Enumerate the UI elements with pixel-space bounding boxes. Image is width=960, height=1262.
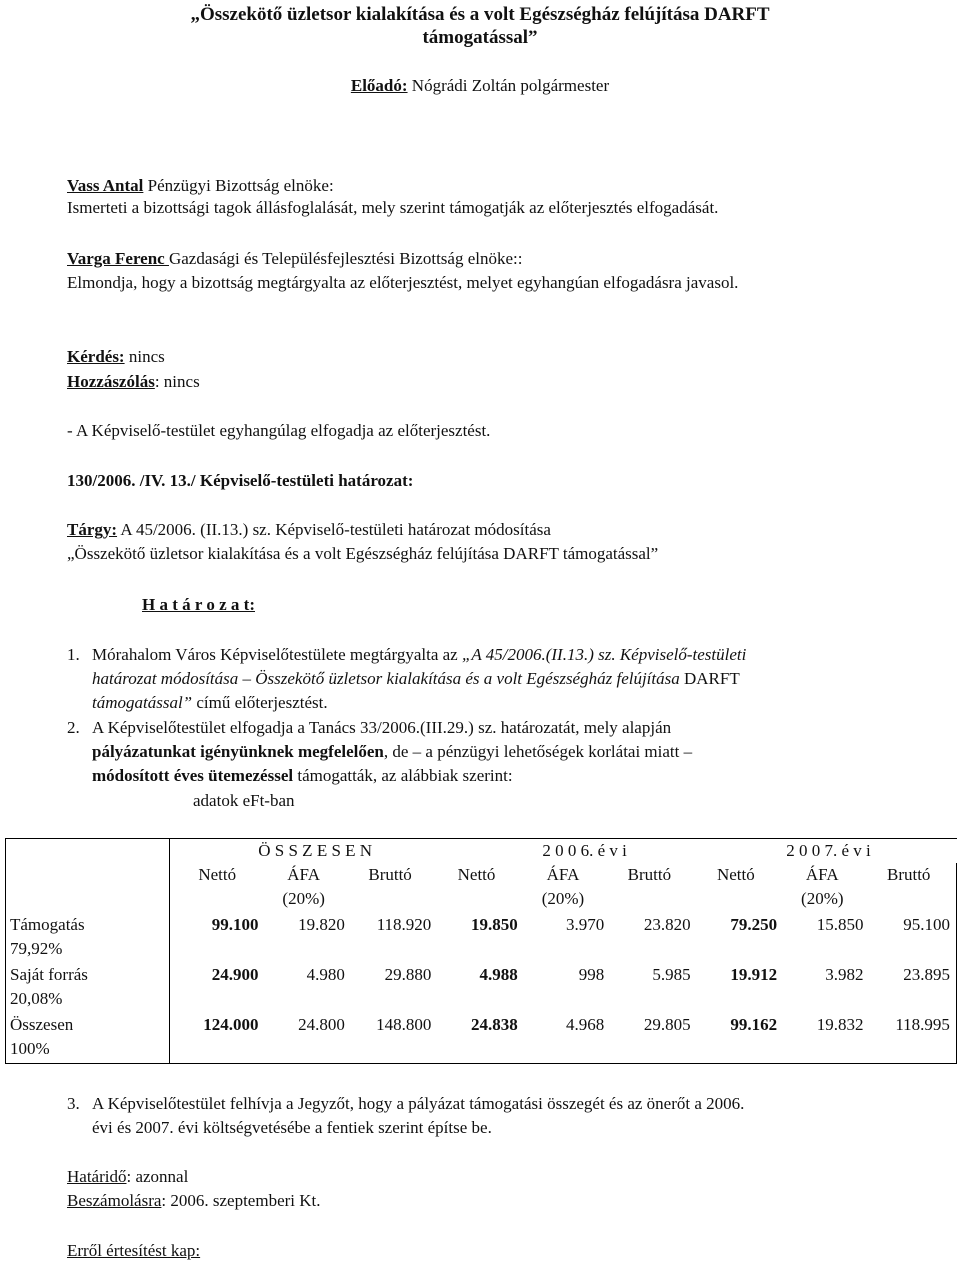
group-header-2006: 2 0 0 6. é v i bbox=[542, 841, 627, 860]
row-label-sajat bbox=[6, 963, 170, 1013]
subheader-brutto-1: Bruttó bbox=[368, 865, 412, 884]
varga-role: Gazdasági és Településfejlesztési Bizottság elnöke:: bbox=[168, 249, 523, 268]
value-cell: 118.920 bbox=[376, 915, 432, 934]
afa-rate-2: (20%) bbox=[541, 889, 585, 908]
value-cell: 24.900 bbox=[211, 965, 259, 984]
value-cell: 23.820 bbox=[643, 915, 691, 934]
row-label-osszesen bbox=[6, 1013, 170, 1064]
p2-line3 bbox=[92, 765, 513, 787]
comment-text: : nincs bbox=[154, 372, 200, 391]
p2-line2 bbox=[92, 741, 692, 763]
funding-table bbox=[5, 838, 957, 1064]
value-cell: 4.980 bbox=[306, 965, 345, 984]
p1-line2-text: határozat módosítása – Összekötő üzletsor kialakítása és a volt Egészségház felújítása bbox=[92, 669, 680, 688]
subheader-brutto-3: Bruttó bbox=[886, 865, 931, 884]
value-cell: 15.850 bbox=[816, 915, 864, 934]
table-row bbox=[6, 963, 957, 1013]
p2-line2-bold: pályázatunkat igényünknek megfelelően bbox=[92, 742, 384, 761]
p1-number: 1. bbox=[67, 645, 80, 664]
p2-line1: A Képviselőtestület elfogadja a Tanács 33/2006.(III.29.) sz. határozatát, mely alapján bbox=[92, 718, 672, 737]
afa-rate-1: (20%) bbox=[282, 889, 325, 908]
p1-line3-text: című előterjesztést. bbox=[192, 693, 328, 712]
varga-name: Varga Ferenc bbox=[67, 249, 169, 268]
value-cell: 19.850 bbox=[471, 915, 518, 934]
value-cell: 998 bbox=[578, 965, 605, 984]
value-cell: 19.832 bbox=[816, 1015, 864, 1034]
p2-line3-bold: módosított éves ütemezéssel bbox=[92, 766, 294, 785]
p2-number: 2. bbox=[67, 718, 80, 737]
table-corner-cell bbox=[6, 839, 170, 914]
question-label: Kérdés: bbox=[67, 347, 125, 366]
presenter bbox=[0, 75, 960, 97]
row-label-line1: Támogatás bbox=[10, 915, 85, 934]
row-label-line2: 20,08% bbox=[10, 989, 63, 1008]
p1-line3 bbox=[92, 692, 328, 714]
value-cell: 19.912 bbox=[730, 965, 778, 984]
report bbox=[67, 1190, 321, 1212]
value-cell: 23.895 bbox=[903, 965, 950, 984]
value-cell: 95.100 bbox=[903, 915, 950, 934]
subject-label: Tárgy: bbox=[67, 520, 118, 539]
vass-statement: Ismerteti a bizottsági tagok állásfoglalását, mely szerint támogatják az előterjesztés elfogadását. bbox=[67, 198, 719, 217]
table-row bbox=[6, 1013, 957, 1064]
value-cell: 29.805 bbox=[643, 1015, 691, 1034]
report-text: : 2006. szeptemberi Kt. bbox=[161, 1191, 321, 1210]
subheader-afa-3 bbox=[779, 863, 865, 911]
value-cell: 79.250 bbox=[730, 915, 778, 934]
question-text: nincs bbox=[124, 347, 165, 366]
presenter-name: Nógrádi Zoltán polgármester bbox=[407, 76, 610, 95]
vass-heading bbox=[67, 175, 334, 197]
row-label-tamogatas bbox=[6, 913, 170, 963]
p1-line1 bbox=[92, 644, 897, 666]
afa-label-3: ÁFA bbox=[805, 865, 839, 884]
p1-text-b: „A 45/2006.(II.13.) sz. Képviselő-testületi bbox=[461, 645, 747, 664]
units-note: adatok eFt-ban bbox=[193, 791, 295, 810]
value-cell: 124.000 bbox=[203, 1015, 259, 1034]
presenter-label: Előadó: bbox=[350, 76, 408, 95]
varga-heading bbox=[67, 248, 522, 270]
questions bbox=[67, 346, 165, 368]
value-cell: 24.800 bbox=[298, 1015, 345, 1034]
p1-text-a: Mórahalom Város Képviselőtestülete megtárgyalta az bbox=[92, 645, 462, 664]
row-label-line1: Összesen bbox=[10, 1015, 74, 1034]
value-cell: 4.968 bbox=[565, 1015, 605, 1034]
value-cell: 3.982 bbox=[825, 965, 864, 984]
afa-rate-3: (20%) bbox=[801, 889, 844, 908]
p3-number: 3. bbox=[67, 1094, 80, 1113]
afa-label-1: ÁFA bbox=[287, 865, 321, 884]
value-cell: 4.988 bbox=[479, 965, 518, 984]
decision-line: - A Képviselő-testület egyhangúlag elfogadja az előterjesztést. bbox=[67, 421, 491, 440]
subject-text: A 45/2006. (II.13.) sz. Képviselő-testületi határozat módosítása bbox=[117, 520, 551, 539]
value-cell: 99.100 bbox=[211, 915, 259, 934]
row-label-line1: Saját forrás bbox=[10, 965, 88, 984]
p1-line2-end: DARFT bbox=[679, 669, 740, 688]
value-cell: 3.970 bbox=[565, 915, 605, 934]
subheader-netto-2: Nettó bbox=[457, 865, 496, 884]
varga-statement: Elmondja, hogy a bizottság megtárgyalta az előterjesztést, melyet egyhangúan elfogadásra javasol. bbox=[67, 273, 739, 292]
group-header-total bbox=[170, 839, 957, 864]
p2-line3-text: támogatták, az alábbiak szerint: bbox=[293, 766, 513, 785]
comments bbox=[67, 371, 200, 393]
table-header-row bbox=[6, 839, 957, 864]
value-cell: 19.820 bbox=[298, 915, 345, 934]
p1-line3-italic: támogatással” bbox=[92, 693, 193, 712]
report-label: Beszámolásra bbox=[67, 1191, 162, 1210]
row-values bbox=[170, 913, 957, 963]
subheader-cell bbox=[170, 863, 957, 913]
row-values bbox=[170, 963, 957, 1013]
afa-label-2: ÁFA bbox=[546, 865, 580, 884]
deadline-text: : azonnal bbox=[126, 1167, 189, 1186]
value-cell: 29.880 bbox=[384, 965, 432, 984]
deadline-label: Határidő bbox=[67, 1167, 127, 1186]
p2-line2-text: , de – a pénzügyi lehetőségek korlátai miatt – bbox=[383, 742, 693, 761]
resolution-number: 130/2006. /IV. 13./ Képviselő-testületi határozat: bbox=[67, 471, 414, 490]
value-cell: 5.985 bbox=[652, 965, 691, 984]
subject-line2: „Összekötő üzletsor kialakítása és a volt Egészségház felújítása DARFT támogatással” bbox=[67, 544, 659, 563]
comment-label: Hozzászólás bbox=[67, 372, 155, 391]
p1-line2 bbox=[92, 668, 740, 690]
p3-line1: A Képviselőtestület felhívja a Jegyzőt, hogy a pályázat támogatási összegét és az önerőt a 2006. bbox=[92, 1094, 745, 1113]
vass-name: Vass Antal bbox=[67, 176, 144, 195]
row-label-line2: 100% bbox=[10, 1039, 50, 1058]
table-row bbox=[6, 913, 957, 963]
group-header-2007: 2 0 0 7. é v i bbox=[786, 841, 871, 860]
doc-title-line1: „Összekötő üzletsor kialakítása és a volt Egészségház felújítása DARFT bbox=[190, 4, 770, 25]
subject bbox=[67, 519, 551, 541]
row-values bbox=[170, 1013, 957, 1064]
subheader-afa-1 bbox=[260, 863, 346, 911]
p3-line2: évi és 2007. évi költségvetésébe a fentiek szerint építse be. bbox=[92, 1118, 492, 1137]
deadline bbox=[67, 1166, 188, 1188]
group-header-osszesen: Ö S S Z E S E N bbox=[258, 841, 373, 860]
value-cell: 118.995 bbox=[895, 1015, 950, 1034]
notify-label: Erről értesítést kap: bbox=[67, 1241, 201, 1260]
value-cell: 148.800 bbox=[376, 1015, 432, 1034]
vass-role: Pénzügyi Bizottság elnöke: bbox=[143, 176, 334, 195]
subheader-netto-1: Nettó bbox=[198, 865, 237, 884]
subheader-brutto-2: Bruttó bbox=[627, 865, 672, 884]
subheader-afa-2 bbox=[520, 863, 606, 911]
value-cell: 99.162 bbox=[730, 1015, 778, 1034]
doc-title-line2: támogatással” bbox=[422, 27, 538, 48]
subheader-netto-3: Nettó bbox=[716, 865, 755, 884]
row-label-line2: 79,92% bbox=[10, 939, 63, 958]
value-cell: 24.838 bbox=[471, 1015, 518, 1034]
hatarozat-heading: H a t á r o z a t: bbox=[142, 595, 255, 614]
